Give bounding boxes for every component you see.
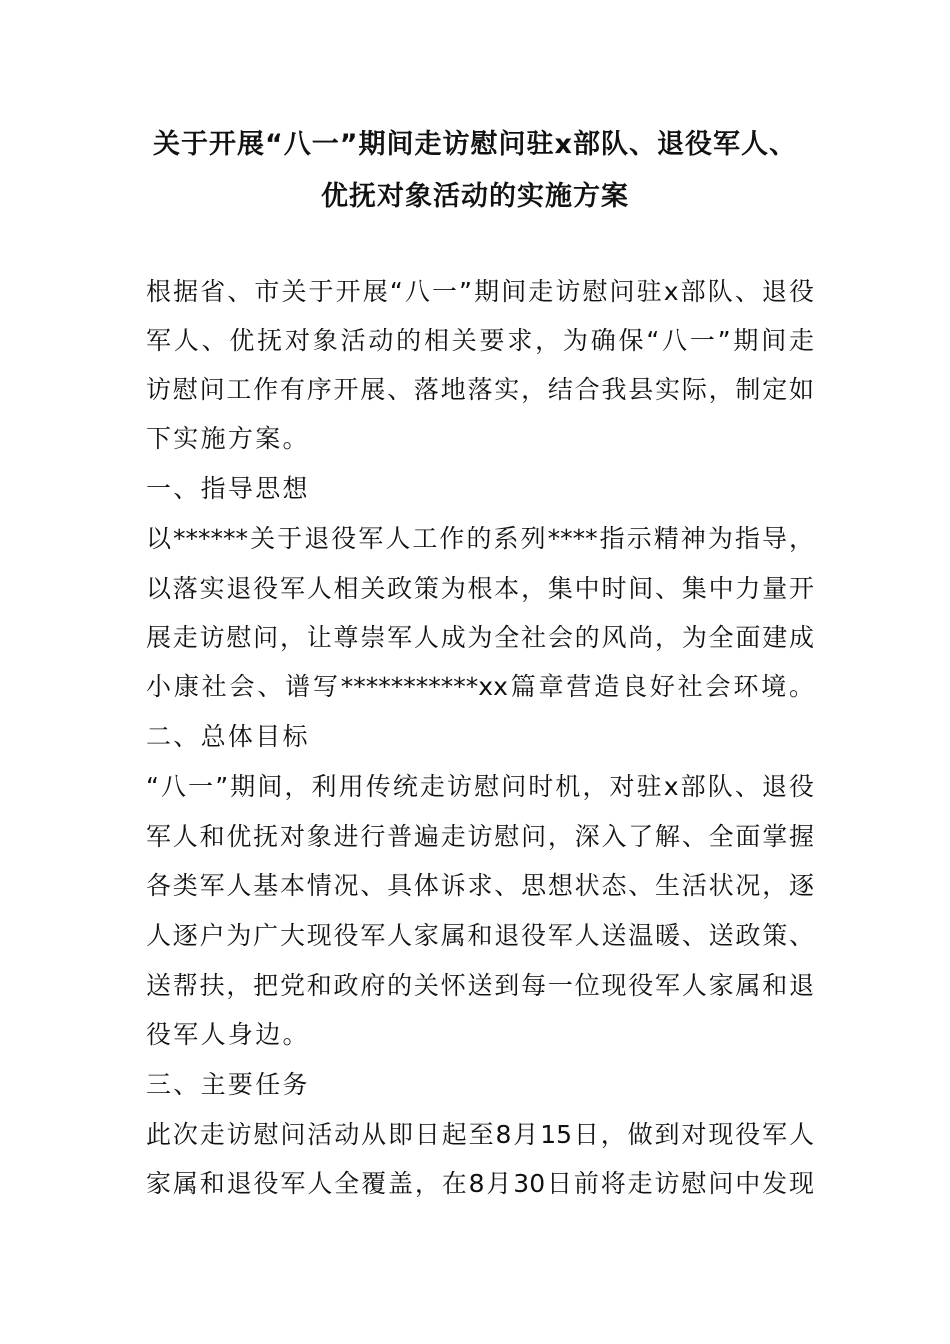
section-heading: 三、主要任务 [146, 1070, 310, 1099]
body-line: 以******关于退役军人工作的系列****指示精神为指导， [146, 524, 814, 553]
section-heading: 二、总体目标 [146, 722, 310, 751]
body-line: 送帮扶，把党和政府的关怀送到每一位现役军人家属和退 [146, 971, 814, 1000]
document-title-line-2: 优抚对象活动的实施方案 [321, 181, 629, 212]
body-line: 人逐户为广大现役军人家属和退役军人送温暖、送政策、 [146, 921, 814, 950]
body-line: 访慰问工作有序开展、落地落实，结合我县实际，制定如 [146, 375, 814, 404]
body-line: 此次走访慰问活动从即日起至8月15日，做到对现役军人 [146, 1120, 814, 1149]
body-line: 下实施方案。 [146, 424, 310, 453]
body-line: 军人、优抚对象活动的相关要求，为确保“八一”期间走 [146, 326, 814, 355]
body-line: 各类军人基本情况、具体诉求、思想状态、生活状况，逐 [146, 871, 814, 900]
document-title-line-1: 关于开展“八一”期间走访慰问驻x部队、退役军人、 [153, 129, 797, 160]
body-line: 展走访慰问，让尊崇军人成为全社会的风尚，为全面建成 [146, 623, 814, 652]
body-line: 军人和优抚对象进行普遍走访慰问，深入了解、全面掌握 [146, 822, 814, 851]
body-line: 家属和退役军人全覆盖，在8月30日前将走访慰问中发现 [146, 1169, 814, 1198]
body-line: 以落实退役军人相关政策为根本，集中时间、集中力量开 [146, 574, 814, 603]
body-line: “八一”期间，利用传统走访慰问时机，对驻x部队、退役 [146, 772, 814, 801]
section-heading: 一、指导思想 [146, 474, 310, 503]
body-line: 根据省、市关于开展“八一”期间走访慰问驻x部队、退役 [146, 277, 814, 306]
body-line: 小康社会、谱写***********xx篇章营造良好社会环境。 [146, 672, 814, 701]
body-line: 役军人身边。 [146, 1020, 310, 1049]
